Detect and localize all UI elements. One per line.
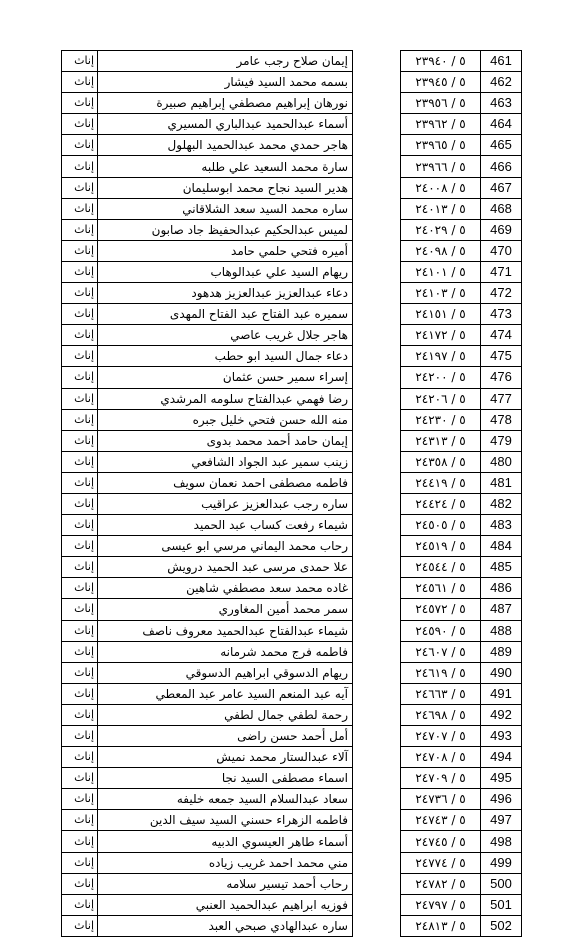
table-row <box>62 683 353 704</box>
name-cell: علا حمدى مرسى عبد الحميد درويش <box>98 557 353 578</box>
gender-cell: إناث <box>62 641 98 662</box>
serial-number-cell: 477 <box>481 388 522 409</box>
table-row <box>62 852 353 873</box>
table-row <box>62 915 353 936</box>
name-cell: فوزيه ابراهيم عبدالحميد العنبي <box>98 894 353 915</box>
table-row <box>62 198 353 219</box>
serial-number-cell: 481 <box>481 472 522 493</box>
table-row <box>401 240 522 261</box>
serial-number-cell: 484 <box>481 536 522 557</box>
name-cell: فاطمه مصطفى احمد نعمان سويف <box>98 472 353 493</box>
gender-cell: إناث <box>62 810 98 831</box>
gender-cell: إناث <box>62 451 98 472</box>
codes-table-body <box>401 51 522 937</box>
code-cell: ٥ / ٢٤٥٧٢ <box>401 599 481 620</box>
gender-cell: إناث <box>62 261 98 282</box>
name-cell: سارة محمد السعيد علي طلبه <box>98 156 353 177</box>
table-row <box>62 704 353 725</box>
gender-cell: إناث <box>62 515 98 536</box>
gender-cell: إناث <box>62 388 98 409</box>
table-row <box>401 388 522 409</box>
name-cell: إيمان صلاح رجب عامر <box>98 51 353 72</box>
table-row <box>401 578 522 599</box>
code-cell: ٥ / ٢٤٥٤٤ <box>401 557 481 578</box>
name-cell: سعاد عبدالسلام السيد جمعه خليفه <box>98 789 353 810</box>
gender-cell: إناث <box>62 894 98 915</box>
table-row <box>401 852 522 873</box>
code-cell: ٥ / ٢٣٩٤٥ <box>401 72 481 93</box>
table-row <box>401 93 522 114</box>
code-cell: ٥ / ٢٤٧٩٧ <box>401 894 481 915</box>
table-row <box>62 409 353 430</box>
table-row <box>62 93 353 114</box>
code-cell: ٥ / ٢٤٦٦٣ <box>401 683 481 704</box>
serial-number-cell: 462 <box>481 72 522 93</box>
gender-cell: إناث <box>62 620 98 641</box>
code-cell: ٥ / ٢٤١٠٣ <box>401 283 481 304</box>
table-row <box>62 304 353 325</box>
name-cell: دعاء عبدالعزيز عبدالعزيز هدهود <box>98 283 353 304</box>
code-cell: ٥ / ٢٤٢٣٠ <box>401 409 481 430</box>
name-cell: رحمة لطفي جمال لطفي <box>98 704 353 725</box>
serial-number-cell: 498 <box>481 831 522 852</box>
code-cell: ٥ / ٢٣٩٦٥ <box>401 135 481 156</box>
name-cell: شيماء رفعت كساب عبد الحميد <box>98 515 353 536</box>
name-cell: ريهام الدسوقي ابراهيم الدسوقي <box>98 662 353 683</box>
name-cell: منه الله حسن فتحي خليل جبره <box>98 409 353 430</box>
table-row <box>62 219 353 240</box>
gender-cell: إناث <box>62 114 98 135</box>
code-cell: ٥ / ٢٤١٩٧ <box>401 346 481 367</box>
table-row <box>62 156 353 177</box>
table-row <box>401 472 522 493</box>
name-cell: هاجر جلال غريب عاصي <box>98 325 353 346</box>
name-cell: نورهان إبراهيم مصطفي إبراهيم صبيرة <box>98 93 353 114</box>
gender-cell: إناث <box>62 704 98 725</box>
code-cell: ٥ / ٢٤٥١٩ <box>401 536 481 557</box>
name-cell: ساره عبدالهادي صبحي العبد <box>98 915 353 936</box>
code-cell: ٥ / ٢٤٣١٣ <box>401 430 481 451</box>
gender-cell: إناث <box>62 409 98 430</box>
serial-number-cell: 490 <box>481 662 522 683</box>
code-cell: ٥ / ٢٤٧٧٤ <box>401 852 481 873</box>
names-table-body <box>62 51 353 937</box>
gender-cell: إناث <box>62 831 98 852</box>
table-row <box>62 810 353 831</box>
serial-number-cell: 474 <box>481 325 522 346</box>
gender-cell: إناث <box>62 304 98 325</box>
name-cell: اسماء مصطفى السيد نجا <box>98 768 353 789</box>
code-cell: ٥ / ٢٤٠٢٩ <box>401 219 481 240</box>
gender-cell: إناث <box>62 198 98 219</box>
gender-cell: إناث <box>62 177 98 198</box>
table-row <box>401 641 522 662</box>
code-cell: ٥ / ٢٤٤٢٤ <box>401 493 481 514</box>
code-cell: ٥ / ٢٤٥٠٥ <box>401 515 481 536</box>
code-cell: ٥ / ٢٤٢٠٠ <box>401 367 481 388</box>
table-row <box>401 915 522 936</box>
table-row <box>62 747 353 768</box>
serial-number-cell: 491 <box>481 683 522 704</box>
serial-number-cell: 502 <box>481 915 522 936</box>
table-row <box>62 283 353 304</box>
table-row <box>62 599 353 620</box>
gender-cell: إناث <box>62 683 98 704</box>
table-row <box>62 177 353 198</box>
table-row <box>62 346 353 367</box>
name-cell: رضا فهمي عبدالفتاح سلومه المرشدي <box>98 388 353 409</box>
table-row <box>401 177 522 198</box>
code-cell: ٥ / ٢٤٥٩٠ <box>401 620 481 641</box>
name-cell: سميره عبد الفتاح عبد الفتاح المهدى <box>98 304 353 325</box>
gender-cell: إناث <box>62 219 98 240</box>
table-row <box>401 51 522 72</box>
serial-number-cell: 478 <box>481 409 522 430</box>
serial-number-cell: 488 <box>481 620 522 641</box>
name-cell: لميس عبدالحكيم عبدالحفيظ جاد صابون <box>98 219 353 240</box>
gender-cell: إناث <box>62 472 98 493</box>
code-cell: ٥ / ٢٤٧٠٩ <box>401 768 481 789</box>
table-row <box>401 599 522 620</box>
table-row <box>62 873 353 894</box>
table-row <box>62 72 353 93</box>
table-row <box>401 493 522 514</box>
code-cell: ٥ / ٢٤١٠١ <box>401 261 481 282</box>
name-cell: آلاء عبدالستار محمد نميش <box>98 747 353 768</box>
code-cell: ٥ / ٢٤٠٠٨ <box>401 177 481 198</box>
table-row <box>401 135 522 156</box>
name-cell: آيه عبد المنعم السيد عامر عبد المعطي <box>98 683 353 704</box>
name-cell: رحاب أحمد تيسير سلامه <box>98 873 353 894</box>
code-cell: ٥ / ٢٤٥٦١ <box>401 578 481 599</box>
table-row <box>401 831 522 852</box>
name-cell: فاطمه فرج محمد شرمانه <box>98 641 353 662</box>
gender-cell: إناث <box>62 493 98 514</box>
gender-cell: إناث <box>62 156 98 177</box>
code-cell: ٥ / ٢٤٢٠٦ <box>401 388 481 409</box>
table-row <box>62 451 353 472</box>
gender-cell: إناث <box>62 240 98 261</box>
code-cell: ٥ / ٢٤١٧٢ <box>401 325 481 346</box>
serial-number-cell: 489 <box>481 641 522 662</box>
names-table <box>61 50 353 937</box>
code-cell: ٥ / ٢٤١٥١ <box>401 304 481 325</box>
table-row <box>401 704 522 725</box>
table-row <box>62 472 353 493</box>
serial-number-cell: 499 <box>481 852 522 873</box>
table-row <box>62 114 353 135</box>
table-row <box>401 536 522 557</box>
gender-cell: إناث <box>62 852 98 873</box>
name-cell: هاجر حمدي محمد عبدالحميد البهلول <box>98 135 353 156</box>
code-cell: ٥ / ٢٣٩٦٦ <box>401 156 481 177</box>
codes-table <box>400 50 522 937</box>
serial-number-cell: 472 <box>481 283 522 304</box>
table-row <box>401 557 522 578</box>
table-row <box>401 367 522 388</box>
name-cell: غاده محمد سعد مصطفي شاهين <box>98 578 353 599</box>
serial-number-cell: 483 <box>481 515 522 536</box>
table-row <box>401 346 522 367</box>
serial-number-cell: 479 <box>481 430 522 451</box>
code-cell: ٥ / ٢٤٠٩٨ <box>401 240 481 261</box>
table-row <box>401 726 522 747</box>
table-row <box>62 578 353 599</box>
gender-cell: إناث <box>62 726 98 747</box>
table-row <box>62 536 353 557</box>
table-row <box>62 894 353 915</box>
name-cell: فاطمه الزهراء حسني السيد سيف الدين <box>98 810 353 831</box>
serial-number-cell: 466 <box>481 156 522 177</box>
code-cell: ٥ / ٢٤٤١٩ <box>401 472 481 493</box>
table-row <box>401 304 522 325</box>
gender-cell: إناث <box>62 93 98 114</box>
serial-number-cell: 475 <box>481 346 522 367</box>
serial-number-cell: 461 <box>481 51 522 72</box>
code-cell: ٥ / ٢٤٧٠٨ <box>401 747 481 768</box>
table-row <box>62 557 353 578</box>
serial-number-cell: 473 <box>481 304 522 325</box>
name-cell: ريهام السيد علي عبدالوهاب <box>98 261 353 282</box>
name-cell: بسمه محمد السيد فيشار <box>98 72 353 93</box>
gender-cell: إناث <box>62 325 98 346</box>
table-row <box>62 367 353 388</box>
serial-number-cell: 465 <box>481 135 522 156</box>
code-cell: ٥ / ٢٣٩٤٠ <box>401 51 481 72</box>
serial-number-cell: 480 <box>481 451 522 472</box>
gender-cell: إناث <box>62 599 98 620</box>
table-row <box>401 451 522 472</box>
code-cell: ٥ / ٢٤٧٤٣ <box>401 810 481 831</box>
table-row <box>401 683 522 704</box>
table-row <box>62 493 353 514</box>
name-cell: رحاب محمد اليماني مرسي ابو عيسى <box>98 536 353 557</box>
table-row <box>401 789 522 810</box>
code-cell: ٥ / ٢٤٧٤٥ <box>401 831 481 852</box>
serial-number-cell: 500 <box>481 873 522 894</box>
name-cell: شيماء عبدالفتاح عبدالحميد معروف ناصف <box>98 620 353 641</box>
gender-cell: إناث <box>62 72 98 93</box>
name-cell: هدير السيد نجاح محمد ابوسليمان <box>98 177 353 198</box>
serial-number-cell: 464 <box>481 114 522 135</box>
table-row <box>62 726 353 747</box>
table-row <box>401 283 522 304</box>
code-cell: ٥ / ٢٤٧٨٢ <box>401 873 481 894</box>
serial-number-cell: 476 <box>481 367 522 388</box>
table-row <box>401 662 522 683</box>
table-row <box>62 240 353 261</box>
name-cell: أسماء عبدالحميد عبدالباري المسيري <box>98 114 353 135</box>
gender-cell: إناث <box>62 346 98 367</box>
table-row <box>401 810 522 831</box>
table-row <box>401 620 522 641</box>
gender-cell: إناث <box>62 873 98 894</box>
name-cell: أميره فتحي حلمي حامد <box>98 240 353 261</box>
table-row <box>62 620 353 641</box>
table-row <box>62 789 353 810</box>
gender-cell: إناث <box>62 915 98 936</box>
table-row <box>62 325 353 346</box>
table-row <box>401 156 522 177</box>
serial-number-cell: 471 <box>481 261 522 282</box>
table-row <box>401 515 522 536</box>
serial-number-cell: 497 <box>481 810 522 831</box>
serial-number-cell: 496 <box>481 789 522 810</box>
table-row <box>62 388 353 409</box>
name-cell: ساره رجب عبدالعزيز عراقيب <box>98 493 353 514</box>
gender-cell: إناث <box>62 430 98 451</box>
table-row <box>62 135 353 156</box>
gender-cell: إناث <box>62 747 98 768</box>
table-row <box>401 219 522 240</box>
serial-number-cell: 470 <box>481 240 522 261</box>
name-cell: إيمان حامد أحمد محمد بدوى <box>98 430 353 451</box>
serial-number-cell: 482 <box>481 493 522 514</box>
code-cell: ٥ / ٢٣٩٦٢ <box>401 114 481 135</box>
code-cell: ٥ / ٢٤٣٥٨ <box>401 451 481 472</box>
name-cell: إسراء سمير حسن عثمان <box>98 367 353 388</box>
code-cell: ٥ / ٢٤٧٣٦ <box>401 789 481 810</box>
serial-number-cell: 493 <box>481 726 522 747</box>
name-cell: ساره محمد السيد سعد الشلاقاني <box>98 198 353 219</box>
gender-cell: إناث <box>62 578 98 599</box>
code-cell: ٥ / ٢٤٠١٣ <box>401 198 481 219</box>
name-cell: أسماء طاهر العيسوي الدبيه <box>98 831 353 852</box>
code-cell: ٥ / ٢٣٩٥٦ <box>401 93 481 114</box>
table-row <box>401 114 522 135</box>
gender-cell: إناث <box>62 283 98 304</box>
table-row <box>62 831 353 852</box>
table-row <box>62 515 353 536</box>
table-row <box>62 430 353 451</box>
table-row <box>62 662 353 683</box>
serial-number-cell: 494 <box>481 747 522 768</box>
name-cell: أمل أحمد حسن راضى <box>98 726 353 747</box>
table-row <box>401 72 522 93</box>
table-row <box>401 198 522 219</box>
table-row <box>401 873 522 894</box>
gender-cell: إناث <box>62 51 98 72</box>
gender-cell: إناث <box>62 536 98 557</box>
table-row <box>401 430 522 451</box>
serial-number-cell: 487 <box>481 599 522 620</box>
serial-number-cell: 486 <box>481 578 522 599</box>
serial-number-cell: 467 <box>481 177 522 198</box>
serial-number-cell: 492 <box>481 704 522 725</box>
table-row <box>401 409 522 430</box>
table-row <box>401 768 522 789</box>
table-row <box>401 325 522 346</box>
gender-cell: إناث <box>62 557 98 578</box>
gender-cell: إناث <box>62 768 98 789</box>
serial-number-cell: 463 <box>481 93 522 114</box>
code-cell: ٥ / ٢٤٧٠٧ <box>401 726 481 747</box>
table-row <box>401 261 522 282</box>
table-row <box>62 768 353 789</box>
gender-cell: إناث <box>62 135 98 156</box>
gender-cell: إناث <box>62 789 98 810</box>
code-cell: ٥ / ٢٤٦١٩ <box>401 662 481 683</box>
code-cell: ٥ / ٢٤٨١٣ <box>401 915 481 936</box>
code-cell: ٥ / ٢٤٦٠٧ <box>401 641 481 662</box>
serial-number-cell: 501 <box>481 894 522 915</box>
serial-number-cell: 485 <box>481 557 522 578</box>
serial-number-cell: 469 <box>481 219 522 240</box>
name-cell: زينب سمير عبد الجواد الشافعي <box>98 451 353 472</box>
table-row <box>401 894 522 915</box>
code-cell: ٥ / ٢٤٦٩٨ <box>401 704 481 725</box>
name-cell: مني محمد احمد غريب زياده <box>98 852 353 873</box>
gender-cell: إناث <box>62 662 98 683</box>
name-cell: دعاء جمال السيد ابو حطب <box>98 346 353 367</box>
table-row <box>62 641 353 662</box>
gender-cell: إناث <box>62 367 98 388</box>
table-row <box>401 747 522 768</box>
serial-number-cell: 495 <box>481 768 522 789</box>
serial-number-cell: 468 <box>481 198 522 219</box>
table-row <box>62 51 353 72</box>
name-cell: سمر محمد أمين المغاوري <box>98 599 353 620</box>
table-row <box>62 261 353 282</box>
